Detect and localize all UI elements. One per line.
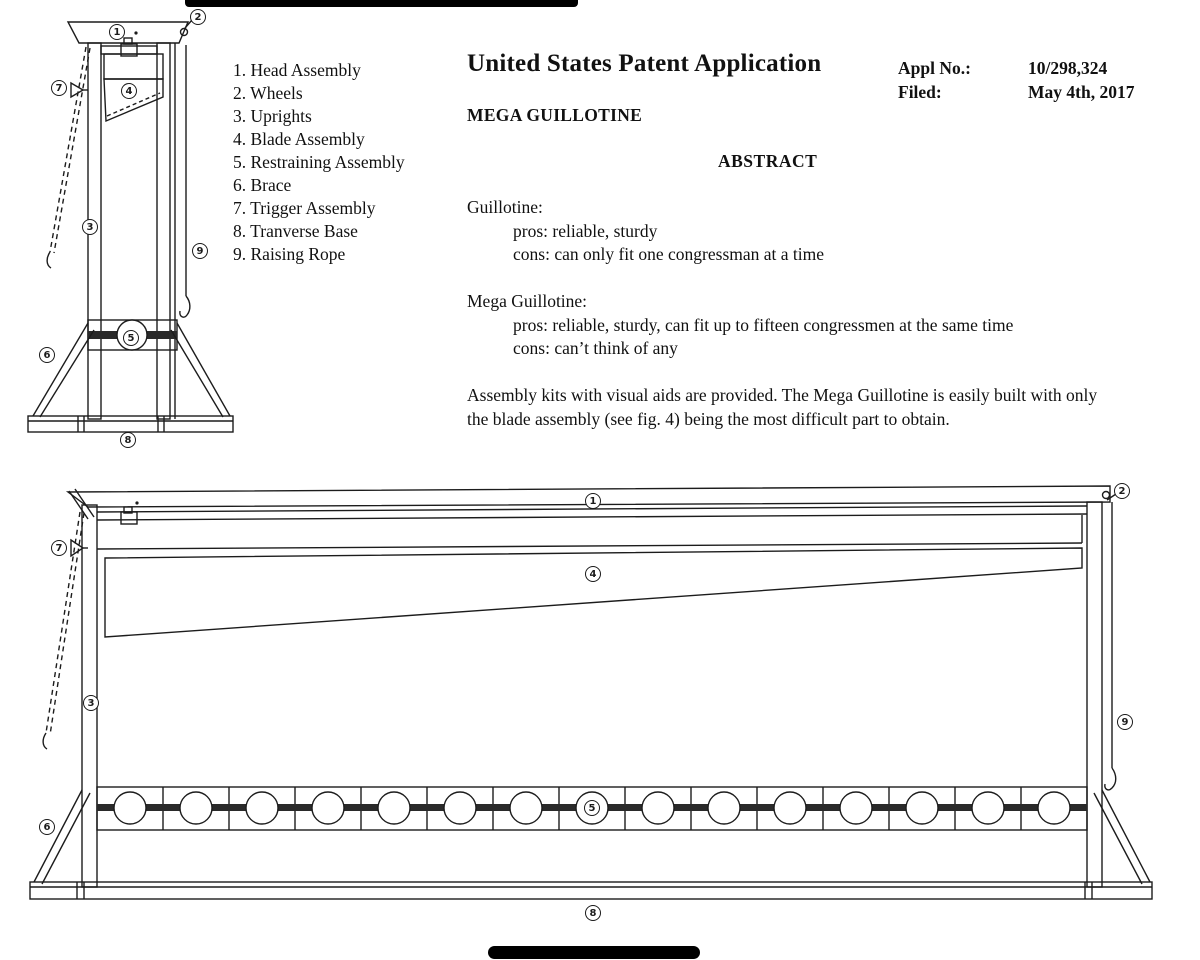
parts-list-item: 5. Restraining Assembly: [233, 152, 405, 172]
parts-list-item: 2. Wheels: [233, 83, 303, 103]
base: [30, 882, 1152, 899]
abstract-line: Mega Guillotine:: [467, 291, 588, 311]
base: [28, 416, 233, 432]
callout-side-head-assembly: 1: [109, 24, 125, 40]
callout-side-raising-rope: 9: [192, 243, 208, 259]
parts-list-item: 6. Brace: [233, 175, 292, 195]
abstract-line: Guillotine:: [467, 197, 543, 217]
left-upright: [88, 43, 101, 419]
callout-side-uprights: 3: [82, 219, 98, 235]
callout-front-brace: 6: [39, 819, 55, 835]
trigger: [71, 540, 83, 556]
blade: [105, 548, 1082, 637]
abstract-line: [467, 361, 1177, 385]
callout-side-trigger-assembly: 7: [51, 80, 67, 96]
callout-side-brace: 6: [39, 347, 55, 363]
callout-front-raising-rope: 9: [1117, 714, 1133, 730]
filed-label: Filed:: [898, 82, 942, 102]
page-title: United States Patent Application: [467, 50, 822, 77]
callout-front-blade-assembly: 4: [585, 566, 601, 582]
callout-side-restraining-assembly: 5: [123, 330, 139, 346]
parts-list-item: 7. Trigger Assembly: [233, 198, 376, 218]
cap-screw: [135, 501, 138, 504]
head-cap: [68, 22, 188, 43]
cap-screw: [134, 31, 137, 34]
mouton: [104, 54, 163, 79]
callout-front-tranverse-base: 8: [585, 905, 601, 921]
abstract-line: cons: can only fit one congressman at a time: [513, 244, 825, 264]
callout-front-restraining-assembly: 5: [584, 800, 600, 816]
parts-list: [233, 59, 405, 266]
callout-side-blade-assembly: 4: [121, 83, 137, 99]
callout-front-uprights: 3: [83, 695, 99, 711]
lunette: [117, 320, 147, 350]
abstract-line: pros: reliable, sturdy: [513, 220, 658, 241]
trigger-rope-hook: [47, 252, 51, 268]
abstract-line: the blade assembly (see fig. 4) being the most difficult part to obtain.: [467, 408, 950, 429]
abstract-line: Assembly kits with visual aids are provided. The Mega Guillotine is easily built with only: [467, 385, 1098, 405]
figure-front-view: [0, 470, 1200, 960]
wheel: [1103, 492, 1110, 499]
parts-list-item: 4. Blade Assembly: [233, 129, 365, 149]
callout-front-wheels: 2: [1114, 483, 1130, 499]
filed-value: May 4th, 2017: [1028, 82, 1135, 102]
rope-hook: [180, 296, 190, 317]
callout-side-wheels: 2: [190, 9, 206, 25]
abstract-line: [467, 267, 1177, 291]
doc-title: MEGA GUILLOTINE: [467, 105, 643, 125]
abstract-line: pros: reliable, sturdy, can fit up to fifteen congressmen at the same time: [513, 314, 1014, 335]
figure-side-view: [0, 0, 250, 460]
rope-hook: [1105, 768, 1116, 790]
callout-front-head-assembly: 1: [585, 493, 601, 509]
trigger-rope-hook: [43, 733, 47, 749]
callout-front-trigger-assembly: 7: [51, 540, 67, 556]
blade: [104, 79, 163, 121]
right-upright: [1087, 502, 1102, 887]
appl-no-label: Appl No.:: [898, 58, 971, 78]
parts-list-item: 1. Head Assembly: [233, 60, 361, 80]
latch: [121, 512, 137, 524]
parts-list-item: 3. Uprights: [233, 106, 312, 126]
abstract-body: [467, 196, 1177, 431]
lunette-holes: [114, 792, 1070, 824]
abstract-heading: ABSTRACT: [718, 151, 818, 171]
head-cap: [68, 486, 1110, 507]
parts-list-item: 8. Tranverse Base: [233, 221, 358, 241]
appl-no-value: 10/298,324: [1028, 58, 1108, 78]
left-upright: [82, 505, 97, 887]
parts-list-item: 9. Raising Rope: [233, 244, 346, 264]
callout-side-tranverse-base: 8: [120, 432, 136, 448]
abstract-line: cons: can’t think of any: [513, 338, 678, 358]
